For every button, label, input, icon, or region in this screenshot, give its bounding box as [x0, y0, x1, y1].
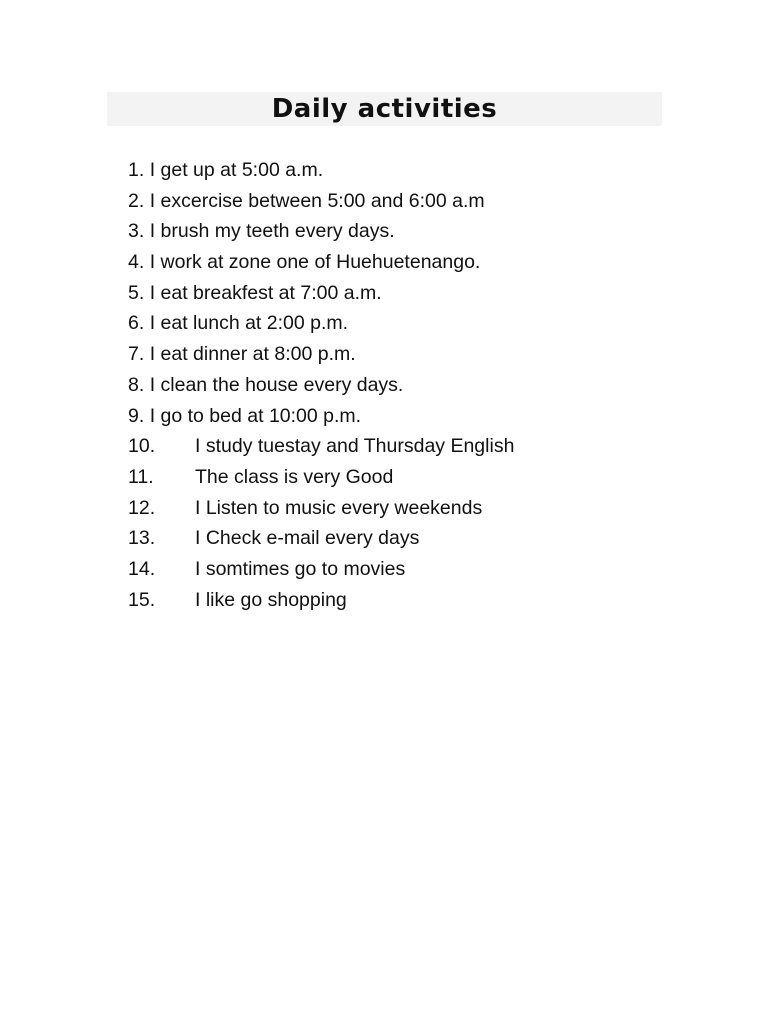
activities-list — [128, 155, 688, 615]
list-item — [128, 278, 688, 309]
item-text: I eat breakfest at 7:00 a.m. — [149, 281, 382, 304]
item-text: I clean the house every days. — [149, 373, 404, 396]
item-number: 9. — [128, 404, 145, 427]
item-text: I work at zone one of Huehuetenango. — [149, 251, 481, 274]
item-number: 14. — [128, 557, 156, 580]
list-item — [128, 431, 688, 462]
item-text: I eat dinner at 8:00 p.m. — [149, 343, 356, 366]
item-number: 8. — [128, 373, 145, 396]
list-item — [128, 401, 688, 432]
list-item — [128, 155, 688, 186]
item-text: I like go shopping — [195, 588, 347, 611]
item-text: I get up at 5:00 a.m. — [149, 159, 324, 181]
item-number: 12. — [128, 496, 156, 519]
list-item — [128, 186, 688, 217]
item-number: 4. — [128, 251, 145, 274]
item-number: 3. — [128, 220, 145, 243]
item-number: 1. — [128, 159, 145, 181]
item-number: 13. — [128, 527, 156, 550]
list-item — [128, 308, 688, 339]
item-number: 2. — [128, 189, 145, 212]
item-text: I go to bed at 10:00 p.m. — [149, 404, 362, 427]
list-item — [128, 370, 688, 401]
item-text: I Listen to music every weekends — [195, 496, 483, 519]
item-text: I excercise between 5:00 and 6:00 a.m — [149, 189, 485, 212]
list-item — [128, 523, 688, 554]
item-number: 11. — [128, 465, 154, 488]
list-item — [128, 493, 688, 524]
item-number: 7. — [128, 343, 145, 366]
list-item — [128, 585, 688, 616]
item-number: 6. — [128, 312, 145, 335]
item-text: I Check e-mail every days — [195, 527, 420, 550]
item-text: I somtimes go to movies — [195, 557, 406, 580]
item-number: 5. — [128, 281, 145, 304]
list-item — [128, 554, 688, 585]
document-title: Daily activities — [271, 94, 498, 124]
item-text: The class is very Good — [195, 465, 394, 488]
list-item — [128, 462, 688, 493]
title-bar — [107, 92, 662, 126]
item-text: I eat lunch at 2:00 p.m. — [149, 312, 349, 335]
item-text: I brush my teeth every days. — [149, 220, 395, 243]
list-item — [128, 216, 688, 247]
item-text: I study tuestay and Thursday English — [195, 435, 515, 458]
list-item — [128, 339, 688, 370]
item-number: 10. — [128, 435, 156, 458]
list-item — [128, 247, 688, 278]
item-number: 15. — [128, 588, 156, 611]
